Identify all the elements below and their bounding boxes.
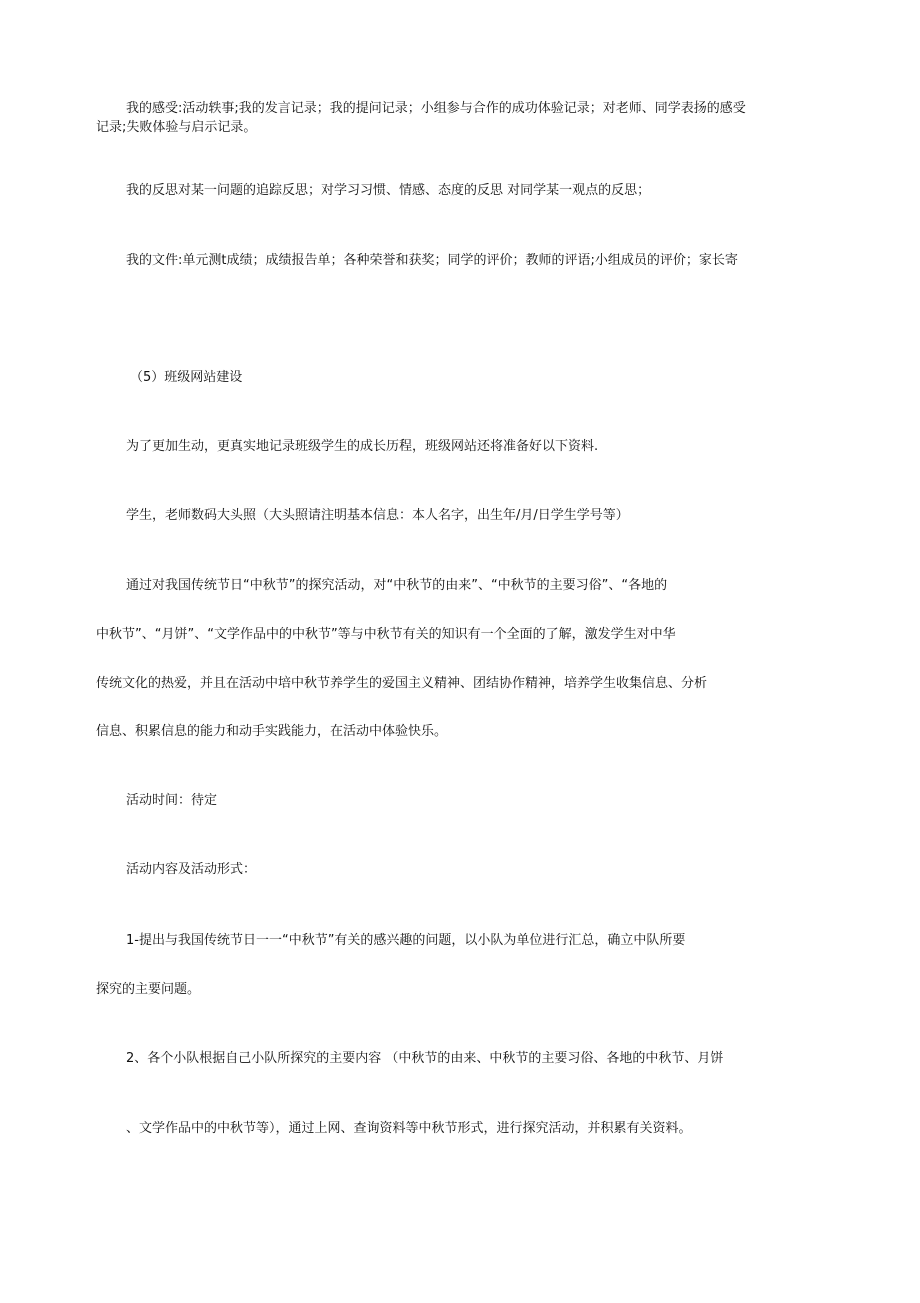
text-line-step-1-cont: 探究的主要问题。 [96, 982, 201, 997]
text-line-activity-2: 中秋节”、“月饼”、“文学作品中的中秋节”等与中秋节有关的知识有一个全面的了解，激发学生对中华 [96, 627, 676, 642]
text-line-step-1: 1-提出与我国传统节日一一“中秋节”有关的感兴趣的问题，以小队为单位进行汇总，确立中队所要 [126, 933, 686, 948]
text-line-activity-1: 通过对我国传统节日“中秋节”的探究活动，对“中秋节的由来”、“中秋节的主要习俗”、“各地的 [126, 578, 668, 593]
section-heading: （5）班级网站建设 [130, 370, 243, 385]
text-line-reflection: 我的反思对某一问题的追踪反思；对学习习惯、情感、态度的反思 对同学某一观点的反思； [126, 183, 651, 198]
text-line-activity-time: 活动时间：待定 [126, 793, 218, 808]
text-line-activity-4: 信息、积累信息的能力和动手实践能力，在活动中体验快乐。 [96, 724, 448, 739]
text-line-website-intro: 为了更加生动，更真实地记录班级学生的成长历程，班级网站还将准备好以下资料. [126, 439, 599, 454]
text-line-step-2-cont: 、文学作品中的中秋节等），通过上网、查询资料等中秋节形式，进行探究活动，并积累有关资料。 [126, 1121, 692, 1136]
text-line-files: 我的文件:单元测t成绩；成绩报告单；各种荣誉和获奖；同学的评价；教师的评语;小组成员的评价；家长寄 [126, 253, 738, 268]
text-line-feelings-cont: 记录;失败体验与启示记录。 [96, 120, 257, 135]
text-line-activity-content: 活动内容及活动形式： [126, 862, 257, 877]
text-line-feelings: 我的感受:活动轶事;我的发言记录；我的提问记录；小组参与合作的成功体验记录；对老师、同学表扬的感受 [126, 101, 746, 116]
text-line-photos: 学生，老师数码大头照（大头照请注明基本信息：本人名字，出生年/月/日学生学号等） [126, 508, 629, 523]
text-line-step-2: 2、各个小队根据自己小队所探究的主要内容 （中秋节的由来、中秋节的主要习俗、各地的中秋节、月饼 [126, 1051, 724, 1066]
text-line-activity-3: 传统文化的热爱，并且在活动中培中秋节养学生的爱国主义精神、团结协作精神，培养学生收集信息、分析 [96, 676, 708, 691]
